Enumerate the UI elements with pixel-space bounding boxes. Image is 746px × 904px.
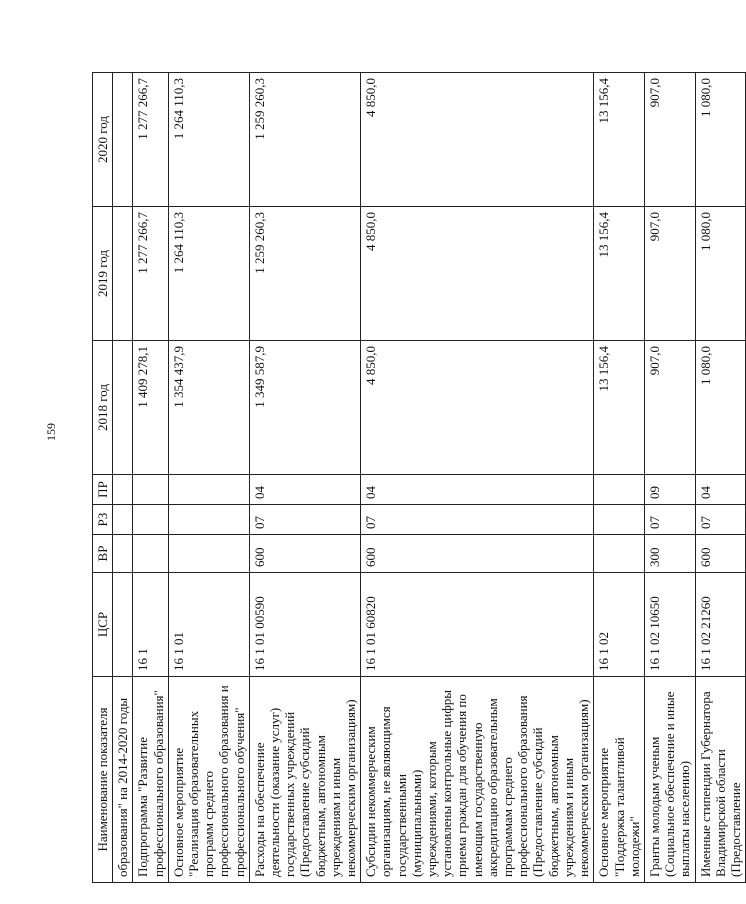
row-rz: 07	[695, 505, 746, 535]
page-number: 159	[44, 423, 58, 441]
row-csr: 16 1 01 00590	[249, 573, 360, 677]
row-2018: 1 080,0	[695, 341, 746, 475]
budget-table	[92, 72, 746, 883]
row-2019: 1 264 110,3	[168, 207, 249, 341]
row-2019: 1 277 266,7	[133, 207, 168, 341]
row-2020	[113, 73, 133, 207]
header-row	[93, 73, 113, 883]
row-csr: 16 1	[133, 573, 168, 677]
budget-table-rotated	[92, 73, 743, 883]
row-vr	[133, 535, 168, 573]
header-rz: РЗ	[93, 505, 113, 535]
row-rz	[113, 505, 133, 535]
row-2018: 907,0	[644, 341, 695, 475]
row-name: Основное мероприятие "Поддержка талантливой молодежи"	[594, 677, 645, 883]
row-2020: 1 264 110,3	[168, 73, 249, 207]
table-row	[113, 73, 133, 883]
table-row	[644, 73, 695, 883]
row-2019: 907,0	[644, 207, 695, 341]
row-2020: 4 850,0	[361, 73, 594, 207]
row-csr	[113, 573, 133, 677]
row-2020: 907,0	[644, 73, 695, 207]
row-2018: 1 354 437,9	[168, 341, 249, 475]
row-vr: 600	[361, 535, 594, 573]
row-vr: 600	[249, 535, 360, 573]
row-rz: 07	[249, 505, 360, 535]
row-rz	[594, 505, 645, 535]
row-2018: 1 409 278,1	[133, 341, 168, 475]
row-2019: 13 156,4	[594, 207, 645, 341]
header-pr: ПР	[93, 475, 113, 505]
row-vr	[113, 535, 133, 573]
row-2018	[113, 341, 133, 475]
row-2020: 1 259 260,3	[249, 73, 360, 207]
row-2018: 4 850,0	[361, 341, 594, 475]
header-2018: 2018 год	[93, 341, 113, 475]
row-name: Основное мероприятие "Реализация образовательных программ среднего профессионального образования и профессионального обучения"	[168, 677, 249, 883]
header-2020: 2020 год	[93, 73, 113, 207]
row-2020: 1 080,0	[695, 73, 746, 207]
table-row	[168, 73, 249, 883]
row-name: Гранты молодым ученым (Социальное обеспечение и иные выплаты населению)	[644, 677, 695, 883]
row-2020: 13 156,4	[594, 73, 645, 207]
row-pr	[594, 475, 645, 505]
row-2019: 4 850,0	[361, 207, 594, 341]
header-csr: ЦСР	[93, 573, 113, 677]
row-rz	[168, 505, 249, 535]
row-name: Расходы на обеспечение деятельности (оказание услуг) государственных учреждений (Предоставление субсидий бюджетным, автономным учреждениям и иным некоммерческим организациям)	[249, 677, 360, 883]
row-name: образования" на 2014-2020 годы	[113, 677, 133, 883]
row-csr: 16 1 01	[168, 573, 249, 677]
header-2019: 2019 год	[93, 207, 113, 341]
row-rz: 07	[361, 505, 594, 535]
table-row	[695, 73, 746, 883]
row-pr: 04	[249, 475, 360, 505]
row-csr: 16 1 02	[594, 573, 645, 677]
row-csr: 16 1 01 60820	[361, 573, 594, 677]
row-2019	[113, 207, 133, 341]
row-rz: 07	[644, 505, 695, 535]
row-2018: 13 156,4	[594, 341, 645, 475]
header-name: Наименование показателя	[93, 677, 113, 883]
table-row	[133, 73, 168, 883]
row-csr: 16 1 02 21260	[695, 573, 746, 677]
row-vr	[168, 535, 249, 573]
row-vr	[594, 535, 645, 573]
header-vr: ВР	[93, 535, 113, 573]
row-2018: 1 349 587,9	[249, 341, 360, 475]
row-2019: 1 080,0	[695, 207, 746, 341]
row-pr: 09	[644, 475, 695, 505]
row-pr	[168, 475, 249, 505]
row-pr	[133, 475, 168, 505]
row-name: Именные стипендии Губернатора Владимирской области (Предоставление	[695, 677, 746, 883]
table-row	[594, 73, 645, 883]
row-rz	[133, 505, 168, 535]
row-vr: 300	[644, 535, 695, 573]
row-pr: 04	[361, 475, 594, 505]
row-pr: 04	[695, 475, 746, 505]
table-row	[361, 73, 594, 883]
table-row	[249, 73, 360, 883]
row-pr	[113, 475, 133, 505]
row-name: Подпрограмма "Развитие профессионального образования"	[133, 677, 168, 883]
row-2020: 1 277 266,7	[133, 73, 168, 207]
row-vr: 600	[695, 535, 746, 573]
row-csr: 16 1 02 10650	[644, 573, 695, 677]
row-2019: 1 259 260,3	[249, 207, 360, 341]
row-name: Субсидии некоммерческим организациям, не являющимся государственными (муниципальными) учреждениями, которым установлены контрольные цифры приема граждан для обучения по имеющим государственную аккредитацию образовательным программам среднего профессионального образования (Предоставление субсидий бюджетным, автономным учреждениям и иным некоммерческим организациям)	[361, 677, 594, 883]
